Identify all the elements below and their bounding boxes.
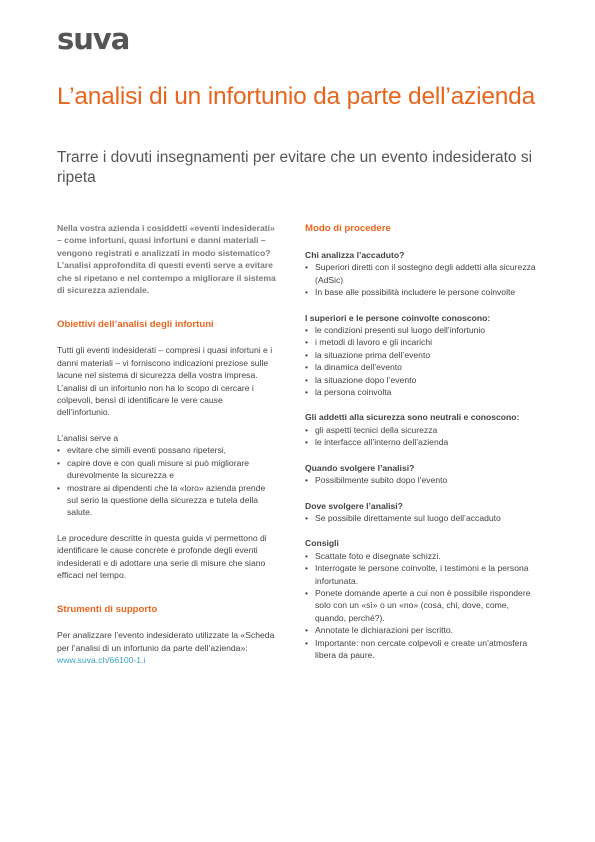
list-item: • Se possibile direttamente sul luogo dell’accaduto bbox=[305, 512, 540, 524]
superiors-list bbox=[305, 324, 540, 398]
where-block bbox=[305, 500, 540, 525]
goals-heading: Obiettivi dell’analisi degli infortuni bbox=[57, 319, 214, 331]
tips-heading: Consigli bbox=[305, 538, 339, 549]
tools-heading: Strumenti di supporto bbox=[57, 604, 158, 616]
safety-block bbox=[305, 411, 540, 448]
suva-logo: suva bbox=[57, 22, 130, 56]
list-item: • evitare che simili eventi possano ripetersi, bbox=[57, 444, 277, 456]
intro-paragraph: Nella vostra azienda i cosiddetti «eventi indesiderati» – come infortuni, quasi infortuni e danni materiali – vengono registrati e analizzati in modo sistematico? L’analisi approfondita di questi eventi serve a evitare che si ripetano e nel contempo a migliorare il sistema di sicurezza aziendale. bbox=[57, 223, 276, 296]
page-title: L’analisi di un infortunio da parte dell’azienda bbox=[57, 83, 536, 110]
list-item: • mostrare ai dipendenti che la «loro» azienda prende sul serio la questione della sicurezza e tutela della salute. bbox=[57, 482, 277, 519]
list-item: • capire dove e con quali misure si può migliorare durevolmente la sicurezza e bbox=[57, 457, 277, 482]
who-list bbox=[305, 261, 540, 298]
left-column bbox=[57, 222, 277, 667]
goals-list-block bbox=[57, 432, 277, 519]
list-item: • Annotate le dichiarazioni per iscritto. bbox=[305, 624, 540, 636]
who-block bbox=[305, 249, 540, 299]
list-item: • Interrogate le persone coinvolte, i testimoni e la persona infortunata. bbox=[305, 562, 540, 587]
when-question: Quando svolgere l’analisi? bbox=[305, 462, 415, 473]
goals-list bbox=[57, 444, 277, 518]
list-item: • Scattate foto e disegnate schizzi. bbox=[305, 550, 540, 562]
list-item: • le condizioni presenti sul luogo dell’infortunio bbox=[305, 324, 540, 336]
list-item: • i metodi di lavoro e gli incarichi bbox=[305, 336, 540, 348]
list-item: • la situazione dopo l’evento bbox=[305, 374, 540, 386]
superiors-block bbox=[305, 312, 540, 399]
list-item: • Possibilmente subito dopo l’evento bbox=[305, 474, 540, 486]
procedures-paragraph: Le procedure descritte in questa guida vi permettono di identificare le cause concrete e profonde degli eventi indesiderati e di adottare una serie di misure che siano efficaci nel tempo. bbox=[57, 532, 267, 580]
page-subtitle: Trarre i dovuti insegnamenti per evitare che un evento indesiderato si ripeta bbox=[57, 149, 533, 186]
list-item: • le interfacce all’interno dell’azienda bbox=[305, 436, 540, 448]
procedure-heading: Modo di procedere bbox=[305, 223, 391, 234]
tools-text: Per analizzare l’evento indesiderato utilizzate la «Scheda per l’analisi di un infortunio da parte dell’azienda»: bbox=[57, 630, 275, 653]
list-item: • In base alle possibilità includere le persone coinvolte bbox=[305, 286, 540, 298]
when-block bbox=[305, 462, 540, 487]
list-item: • Importante: non cercate colpevoli e create un’atmosfera libera da paure. bbox=[305, 637, 540, 662]
tips-block bbox=[305, 537, 540, 661]
where-question: Dove svolgere l’analisi? bbox=[305, 500, 403, 511]
list-item: • la dinamica dell’evento bbox=[305, 361, 540, 373]
list-item: • Superiori diretti con il sostegno degli addetti alla sicurezza (AdSic) bbox=[305, 261, 540, 286]
goals-list-intro: L’analisi serve a bbox=[57, 432, 119, 443]
list-item: • Ponete domande aperte a cui non è possibile rispondere solo con un «sì» o un «no» (cosa, chi, dove, come, quando, perché?). bbox=[305, 587, 540, 624]
when-list bbox=[305, 474, 540, 486]
safety-question: Gli addetti alla sicurezza sono neutrali e conoscono: bbox=[305, 412, 520, 423]
superiors-question: I superiori e le persone coinvolte conoscono: bbox=[305, 312, 491, 323]
list-item: • gli aspetti tecnici della sicurezza bbox=[305, 424, 540, 436]
right-column bbox=[305, 222, 540, 674]
who-question: Chi analizza l’accaduto? bbox=[305, 250, 405, 260]
safety-list bbox=[305, 424, 540, 449]
list-item: • la situazione prima dell’evento bbox=[305, 349, 540, 361]
list-item: • la persona coinvolta bbox=[305, 386, 540, 398]
tips-list bbox=[305, 550, 540, 662]
goals-paragraph: Tutti gli eventi indesiderati – compresi i quasi infortuni e i danni materiali – vi forniscono indicazioni preziose sulle lacune nel sistema di sicurezza della vostra impresa. L’analisi di un infortunio non ha lo scopo di cercare i colpevoli, bensì di identificare le vere cause dell’infortunio. bbox=[57, 345, 273, 418]
form-link[interactable]: www.suva.ch/66100-1.i bbox=[57, 655, 146, 666]
where-list bbox=[305, 512, 540, 524]
